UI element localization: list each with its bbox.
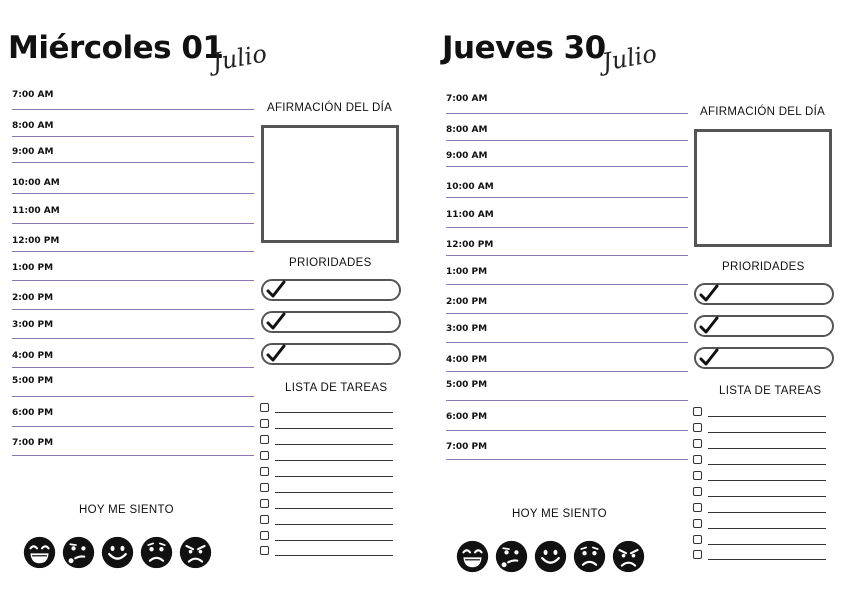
checkbox[interactable] [693, 535, 702, 544]
time-line [12, 136, 254, 137]
task-item[interactable] [260, 514, 400, 528]
angry-face-icon[interactable] [612, 540, 645, 573]
time-line [12, 396, 254, 397]
time-label: 12:00 PM [12, 236, 60, 246]
task-item[interactable] [260, 402, 400, 416]
task-item[interactable] [693, 486, 833, 500]
time-label: 4:00 PM [12, 351, 54, 361]
time-label: 4:00 PM [446, 355, 488, 365]
priority-field[interactable] [694, 283, 834, 305]
time-line [12, 455, 254, 456]
laughing-face-icon[interactable] [23, 536, 56, 569]
task-line [708, 544, 826, 545]
task-line [708, 464, 826, 465]
task-line [275, 492, 393, 493]
task-line [708, 512, 826, 513]
task-line [275, 428, 393, 429]
time-label: 9:00 AM [446, 151, 488, 161]
thinking-face-icon[interactable] [62, 536, 95, 569]
time-label: 5:00 PM [12, 376, 54, 386]
checkbox[interactable] [693, 550, 702, 559]
time-label: 8:00 AM [446, 125, 488, 135]
task-item[interactable] [693, 502, 833, 516]
checkbox[interactable] [260, 451, 269, 460]
task-item[interactable] [260, 545, 400, 559]
checkmark-icon [698, 347, 720, 369]
task-line [275, 540, 393, 541]
time-line [446, 140, 688, 141]
time-line [446, 313, 688, 314]
time-label: 10:00 AM [446, 182, 494, 192]
task-item[interactable] [693, 470, 833, 484]
task-line [708, 416, 826, 417]
time-line [446, 430, 688, 431]
time-line [446, 371, 688, 372]
time-line [12, 426, 254, 427]
task-item[interactable] [260, 418, 400, 432]
priorities-heading: PRIORIDADES [289, 257, 372, 269]
smiling-face-icon[interactable] [534, 540, 567, 573]
time-label: 6:00 PM [446, 412, 488, 422]
time-line [12, 223, 254, 224]
priority-field[interactable] [694, 347, 834, 369]
checkmark-icon [265, 311, 287, 333]
checkmark-icon [698, 283, 720, 305]
planner-page-right [434, 0, 848, 600]
time-label: 11:00 AM [446, 210, 494, 220]
mood-heading: HOY ME SIENTO [79, 504, 174, 516]
affirmation-box[interactable] [261, 125, 399, 243]
task-item[interactable] [693, 518, 833, 532]
month-script: Julio [209, 39, 269, 77]
task-line [708, 496, 826, 497]
time-label: 5:00 PM [446, 380, 488, 390]
task-line [275, 412, 393, 413]
checkbox[interactable] [260, 515, 269, 524]
task-list-heading: LISTA DE TAREAS [285, 382, 388, 394]
time-label: 7:00 PM [12, 438, 54, 448]
smiling-face-icon[interactable] [101, 536, 134, 569]
angry-face-icon[interactable] [179, 536, 212, 569]
task-line [275, 524, 393, 525]
time-label: 7:00 AM [12, 90, 54, 100]
task-item[interactable] [260, 482, 400, 496]
time-line [446, 227, 688, 228]
time-line [12, 280, 254, 281]
checkbox[interactable] [693, 471, 702, 480]
time-line [446, 400, 688, 401]
time-label: 12:00 PM [446, 240, 494, 250]
time-label: 1:00 PM [12, 263, 54, 273]
checkbox[interactable] [260, 467, 269, 476]
time-label: 1:00 PM [446, 267, 488, 277]
task-line [275, 476, 393, 477]
day-title: Jueves 30 [442, 30, 606, 66]
task-line [708, 559, 826, 560]
task-item[interactable] [260, 450, 400, 464]
mood-selector [23, 536, 212, 569]
task-line [275, 555, 393, 556]
checkbox[interactable] [260, 435, 269, 444]
time-label: 2:00 PM [446, 297, 488, 307]
task-list-heading: LISTA DE TAREAS [719, 385, 822, 397]
checkbox[interactable] [260, 546, 269, 555]
thinking-face-icon[interactable] [495, 540, 528, 573]
time-line [446, 197, 688, 198]
time-label: 10:00 AM [12, 178, 60, 188]
task-item[interactable] [260, 434, 400, 448]
task-item[interactable] [693, 534, 833, 548]
checkbox[interactable] [693, 439, 702, 448]
mood-selector [456, 540, 645, 573]
task-item[interactable] [693, 438, 833, 452]
time-line [446, 255, 688, 256]
checkbox[interactable] [693, 503, 702, 512]
time-line [12, 251, 254, 252]
time-line [446, 113, 688, 114]
time-line [446, 459, 688, 460]
checkmark-icon [698, 315, 720, 337]
task-line [275, 460, 393, 461]
task-item[interactable] [693, 406, 833, 420]
time-label: 8:00 AM [12, 121, 54, 131]
task-item[interactable] [693, 454, 833, 468]
checkbox[interactable] [260, 531, 269, 540]
task-item[interactable] [260, 466, 400, 480]
priorities-heading: PRIORIDADES [722, 261, 805, 273]
task-item[interactable] [693, 549, 833, 563]
task-line [275, 444, 393, 445]
checkmark-icon [265, 279, 287, 301]
affirmation-heading: AFIRMACIÓN DEL DÍA [267, 102, 393, 114]
priority-field[interactable] [694, 315, 834, 337]
time-label: 3:00 PM [12, 320, 54, 330]
checkbox[interactable] [693, 407, 702, 416]
task-line [708, 432, 826, 433]
task-item[interactable] [260, 498, 400, 512]
time-label: 7:00 PM [446, 442, 488, 452]
laughing-face-icon[interactable] [456, 540, 489, 573]
month-script: Julio [599, 39, 659, 77]
time-line [12, 338, 254, 339]
task-line [708, 528, 826, 529]
time-line [446, 166, 688, 167]
time-label: 9:00 AM [12, 147, 54, 157]
affirmation-box[interactable] [694, 129, 832, 247]
time-line [446, 284, 688, 285]
time-line [12, 193, 254, 194]
mood-heading: HOY ME SIENTO [512, 508, 607, 520]
time-line [446, 342, 688, 343]
checkbox[interactable] [693, 487, 702, 496]
time-line [12, 162, 254, 163]
time-line [12, 367, 254, 368]
checkbox[interactable] [693, 423, 702, 432]
checkbox[interactable] [693, 455, 702, 464]
time-line [12, 309, 254, 310]
task-line [275, 508, 393, 509]
priority-field[interactable] [261, 279, 401, 301]
task-item[interactable] [693, 422, 833, 436]
priority-field[interactable] [261, 343, 401, 365]
checkbox[interactable] [260, 419, 269, 428]
checkbox[interactable] [260, 499, 269, 508]
checkbox[interactable] [260, 483, 269, 492]
task-line [708, 480, 826, 481]
time-label: 6:00 PM [12, 408, 54, 418]
task-line [708, 448, 826, 449]
checkmark-icon [265, 343, 287, 365]
sad-face-icon[interactable] [573, 540, 606, 573]
checkbox[interactable] [260, 403, 269, 412]
time-label: 7:00 AM [446, 94, 488, 104]
time-line [12, 109, 254, 110]
sad-face-icon[interactable] [140, 536, 173, 569]
time-label: 2:00 PM [12, 293, 54, 303]
day-title: Miércoles 01 [8, 30, 224, 66]
time-label: 11:00 AM [12, 206, 60, 216]
time-label: 3:00 PM [446, 324, 488, 334]
priority-field[interactable] [261, 311, 401, 333]
task-item[interactable] [260, 530, 400, 544]
checkbox[interactable] [693, 519, 702, 528]
affirmation-heading: AFIRMACIÓN DEL DÍA [700, 106, 826, 118]
